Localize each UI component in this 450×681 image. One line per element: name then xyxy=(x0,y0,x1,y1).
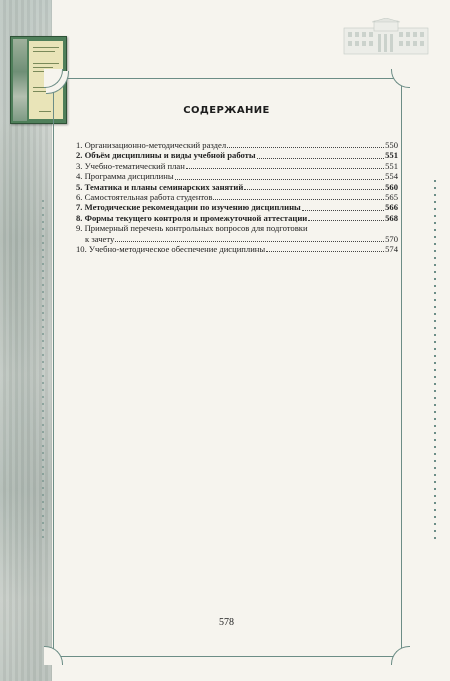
toc-entry[interactable] xyxy=(76,202,398,212)
toc-entry-title: 7. Методические рекомендации по изучению дисциплины xyxy=(76,202,301,213)
toc-entry[interactable] xyxy=(76,223,398,244)
toc-entry-title: 8. Формы текущего контроля и промежуточной аттестации xyxy=(76,212,308,223)
cover-line xyxy=(39,111,51,112)
toc-leader xyxy=(227,147,384,148)
table-of-contents xyxy=(76,140,398,254)
toc-leader xyxy=(115,241,384,242)
toc-entry-title: 9. Примерный перечень контрольных вопросов для подготовки xyxy=(76,223,308,234)
dotted-ornament-right xyxy=(434,180,436,540)
toc-entry-title: 2. Объём дисциплины и виды учебной работы xyxy=(76,150,256,161)
toc-entry[interactable] xyxy=(76,171,398,181)
page-title: СОДЕРЖАНИЕ xyxy=(183,105,270,116)
toc-leader xyxy=(308,220,384,221)
cover-line xyxy=(33,51,55,52)
toc-entry-page: 550 xyxy=(385,140,398,150)
toc-entry[interactable] xyxy=(76,161,398,171)
toc-entry[interactable] xyxy=(76,192,398,202)
toc-entry-page: 574 xyxy=(385,244,398,255)
toc-entry-page: 566 xyxy=(385,202,398,213)
toc-leader xyxy=(213,199,384,200)
toc-entry[interactable] xyxy=(76,140,398,150)
toc-entry[interactable] xyxy=(76,244,398,254)
cover-photo xyxy=(13,39,27,121)
cover-line xyxy=(33,47,59,48)
toc-entry-page: 554 xyxy=(385,171,398,182)
cover-line xyxy=(33,63,59,64)
toc-leader xyxy=(266,251,384,252)
toc-entry-page: 565 xyxy=(385,192,398,203)
toc-entry[interactable] xyxy=(76,182,398,192)
building-illustration-icon xyxy=(336,18,436,56)
toc-leader xyxy=(175,179,384,180)
toc-leader xyxy=(257,158,384,159)
toc-entry[interactable] xyxy=(76,213,398,223)
toc-entry-continuation-line xyxy=(76,234,398,244)
toc-entry-page: 568 xyxy=(385,212,398,223)
toc-entry-title: 5. Тематика и планы семинарских занятий xyxy=(76,181,244,192)
toc-entry-page: 570 xyxy=(385,233,398,244)
toc-entry-title: 3. Учебно-тематический план xyxy=(76,160,185,171)
toc-entry-page: 551 xyxy=(385,160,398,171)
page-number: 578 xyxy=(219,617,234,628)
toc-entry-title: 4. Программа дисциплины xyxy=(76,171,174,182)
toc-entry[interactable] xyxy=(76,150,398,160)
toc-leader xyxy=(186,168,384,169)
toc-entry-title: 6. Самостоятельная работа студентов xyxy=(76,192,213,203)
toc-entry-continuation: к зачету xyxy=(85,233,115,244)
toc-entry-title: 10. Учебно-методическое обеспечение дисциплины xyxy=(76,244,266,255)
toc-entry-title: 1. Организационно-методический раздел xyxy=(76,140,227,150)
toc-entry-page: 560 xyxy=(385,181,398,192)
toc-leader xyxy=(302,210,384,211)
dotted-ornament-left xyxy=(42,200,44,540)
toc-entry-page: 551 xyxy=(385,150,398,161)
cover-line xyxy=(33,67,53,68)
toc-leader xyxy=(244,189,384,190)
